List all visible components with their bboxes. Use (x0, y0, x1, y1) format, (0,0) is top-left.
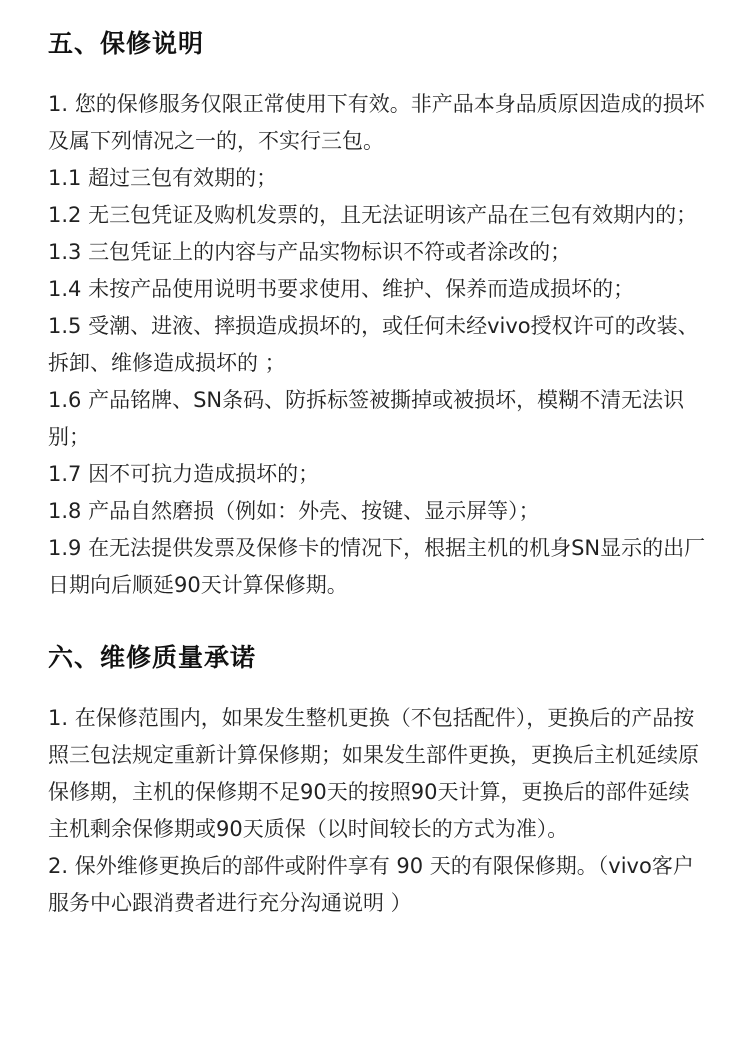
repair-item-2: 2. 保外维修更换后的部件或附件享有 90 天的有限保修期。（vivo客户服务中心跟消费者进行充分沟通说明 ） (48, 854, 694, 915)
warranty-item-1-2: 1.2 无三包凭证及购机发票的，且无法证明该产品在三包有效期内的； (48, 203, 698, 227)
warranty-item-1-9: 1.9 在无法提供发票及保修卡的情况下，根据主机的机身SN显示的出厂日期向后顺延90天计算保修期。 (48, 536, 706, 597)
warranty-item-1: 1. 您的保修服务仅限正常使用下有效。非产品本身品质原因造成的损坏及属下列情况之一的，不实行三包。 (48, 92, 705, 153)
warranty-item-1-8: 1.8 产品自然磨损（例如：外壳、按键、显示屏等）； (48, 499, 540, 523)
section-title-warranty-notes: 五、保修说明 (48, 29, 205, 58)
repair-quality-list (48, 700, 706, 922)
warranty-item-1-1: 1.1 超过三包有效期的； (48, 166, 278, 190)
warranty-item-1-5: 1.5 受潮、进液、摔损造成损坏的，或任何未经vivo授权许可的改装、拆卸、维修造成损坏的 ； (48, 314, 699, 375)
warranty-item-1-7: 1.7 因不可抗力造成损坏的； (48, 462, 320, 486)
repair-item-1: 1. 在保修范围内，如果发生整机更换（不包括配件），更换后的产品按照三包法规定重新计算保修期；如果发生部件更换，更换后主机延续原保修期，主机的保修期不足90天的按照90天计算，更换后的部件延续主机剩余保修期或90天质保（以时间较长的方式为准）。 (48, 706, 699, 841)
warranty-item-1-3: 1.3 三包凭证上的内容与产品实物标识不符或者涂改的； (48, 240, 572, 264)
warranty-item-1-6: 1.6 产品铭牌、SN条码、防拆标签被撕掉或被损坏，模糊不清无法识别； (48, 388, 685, 449)
warranty-item-1-4: 1.4 未按产品使用说明书要求使用、维护、保养而造成损坏的； (48, 277, 635, 301)
warranty-notes-list (48, 86, 706, 604)
section-title-repair-quality: 六、维修质量承诺 (48, 643, 257, 672)
